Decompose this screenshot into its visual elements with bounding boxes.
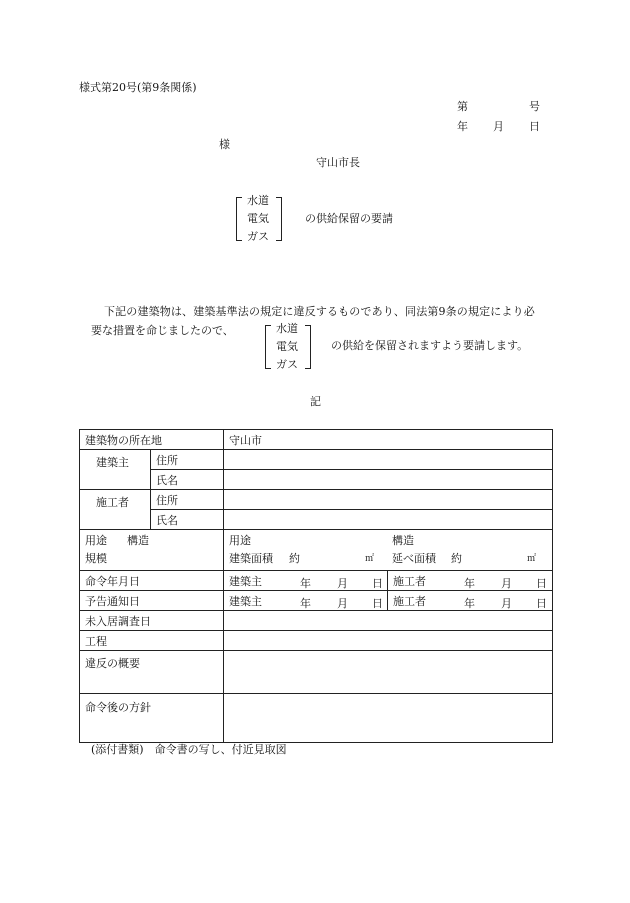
contractor-address-label: 住所 [151, 490, 224, 510]
building-area-label: 建築面積 [229, 552, 273, 565]
table-row [80, 571, 553, 591]
body-utility-electricity: 電気 [276, 340, 298, 353]
use-label-2: 用途 [229, 534, 251, 547]
party-contractor-label: 施工者 [393, 574, 426, 588]
table-row [80, 611, 553, 631]
day-label: 日 [372, 597, 383, 610]
notice-date-label: 予告通知日 [80, 591, 224, 611]
body-utility-water: 水道 [276, 322, 298, 335]
location-value: 守山市 [224, 430, 553, 450]
process-label: 工程 [80, 631, 224, 651]
title-text: の供給保留の要請 [305, 212, 393, 225]
month-label: 月 [337, 597, 348, 610]
left-bracket [236, 197, 242, 241]
body-utility-list [265, 321, 315, 371]
use-structure-scale-label [80, 530, 224, 571]
order-date-contractor [388, 571, 553, 591]
policy-label: 命令後の方針 [80, 694, 224, 743]
table-row [80, 470, 553, 490]
structure-label-2: 構造 [392, 534, 414, 547]
table-row [80, 631, 553, 651]
process-value [224, 631, 553, 651]
owner-address-value [224, 450, 553, 470]
year-label: 年 [464, 597, 475, 610]
day-label: 日 [536, 577, 547, 590]
attachments-note: (添付書類) 命令書の写し、付近見取図 [91, 743, 287, 756]
table-row [80, 694, 553, 743]
date-month: 月 [493, 120, 504, 133]
table-row [80, 510, 553, 530]
table-row [80, 651, 553, 694]
year-label: 年 [300, 597, 311, 610]
issuer: 守山市長 [316, 156, 360, 169]
right-bracket [276, 197, 282, 241]
floor-area-unit: ㎡ [527, 554, 537, 564]
contractor-label: 施工者 [80, 490, 151, 530]
use-label: 用途 [85, 534, 107, 547]
month-label: 月 [501, 577, 512, 590]
table-row [80, 530, 553, 571]
table-row [80, 450, 553, 470]
addressee-sama: 様 [219, 138, 230, 151]
vacancy-survey-label: 未入居調査日 [80, 611, 224, 631]
date-year: 年 [457, 120, 468, 133]
year-label: 年 [464, 577, 475, 590]
number-dai: 第 [457, 100, 468, 113]
floor-area-label: 延べ面積 [392, 552, 436, 565]
table-row [80, 490, 553, 510]
number-go: 号 [529, 100, 540, 113]
violation-summary-label: 違反の概要 [80, 651, 224, 694]
location-label: 建築物の所在地 [80, 430, 224, 450]
right-bracket [305, 325, 311, 369]
structure-label: 構造 [127, 534, 149, 547]
party-owner-label: 建築主 [229, 574, 262, 588]
day-label: 日 [372, 577, 383, 590]
details-table [79, 429, 553, 743]
contractor-name-label: 氏名 [151, 510, 224, 530]
day-label: 日 [536, 597, 547, 610]
body-line-2-tail: の供給を保留されますよう要請します。 [331, 339, 529, 352]
form-number: 様式第20号(第9条関係) [79, 81, 197, 94]
scale-label: 規模 [85, 552, 107, 565]
body-line-1: 下記の建築物は、建築基準法の規定に違反するものであり、同法第9条の規定により必 [104, 305, 535, 318]
owner-name-label: 氏名 [151, 470, 224, 490]
month-label: 月 [501, 597, 512, 610]
floor-area-approx: 約 [451, 552, 462, 565]
year-label: 年 [300, 577, 311, 590]
party-contractor-label: 施工者 [393, 594, 426, 608]
owner-address-label: 住所 [151, 450, 224, 470]
policy-value [224, 694, 553, 743]
building-area-approx: 約 [289, 552, 300, 565]
body-utility-gas: ガス [276, 358, 298, 371]
month-label: 月 [337, 577, 348, 590]
order-date-owner [224, 571, 388, 591]
owner-name-value [224, 470, 553, 490]
ki-heading: 記 [310, 395, 321, 408]
building-area-unit: ㎡ [365, 554, 375, 564]
contractor-address-value [224, 490, 553, 510]
violation-summary-value [224, 651, 553, 694]
table-row [80, 591, 553, 611]
notice-date-owner [224, 591, 388, 611]
party-owner-label: 建築主 [229, 594, 262, 608]
left-bracket [265, 325, 271, 369]
contractor-name-value [224, 510, 553, 530]
owner-label: 建築主 [80, 450, 151, 490]
body-line-2: 要な措置を命じましたので、 [91, 324, 234, 337]
date-day: 日 [529, 120, 540, 133]
notice-date-contractor [388, 591, 553, 611]
order-date-label: 命令年月日 [80, 571, 224, 591]
use-structure-scale-value [224, 530, 553, 571]
title-utility-electricity: 電気 [247, 212, 269, 225]
vacancy-survey-value [224, 611, 553, 631]
title-utility-gas: ガス [247, 230, 269, 243]
table-row [80, 430, 553, 450]
title-utility-list [236, 193, 286, 243]
title-utility-water: 水道 [247, 194, 269, 207]
